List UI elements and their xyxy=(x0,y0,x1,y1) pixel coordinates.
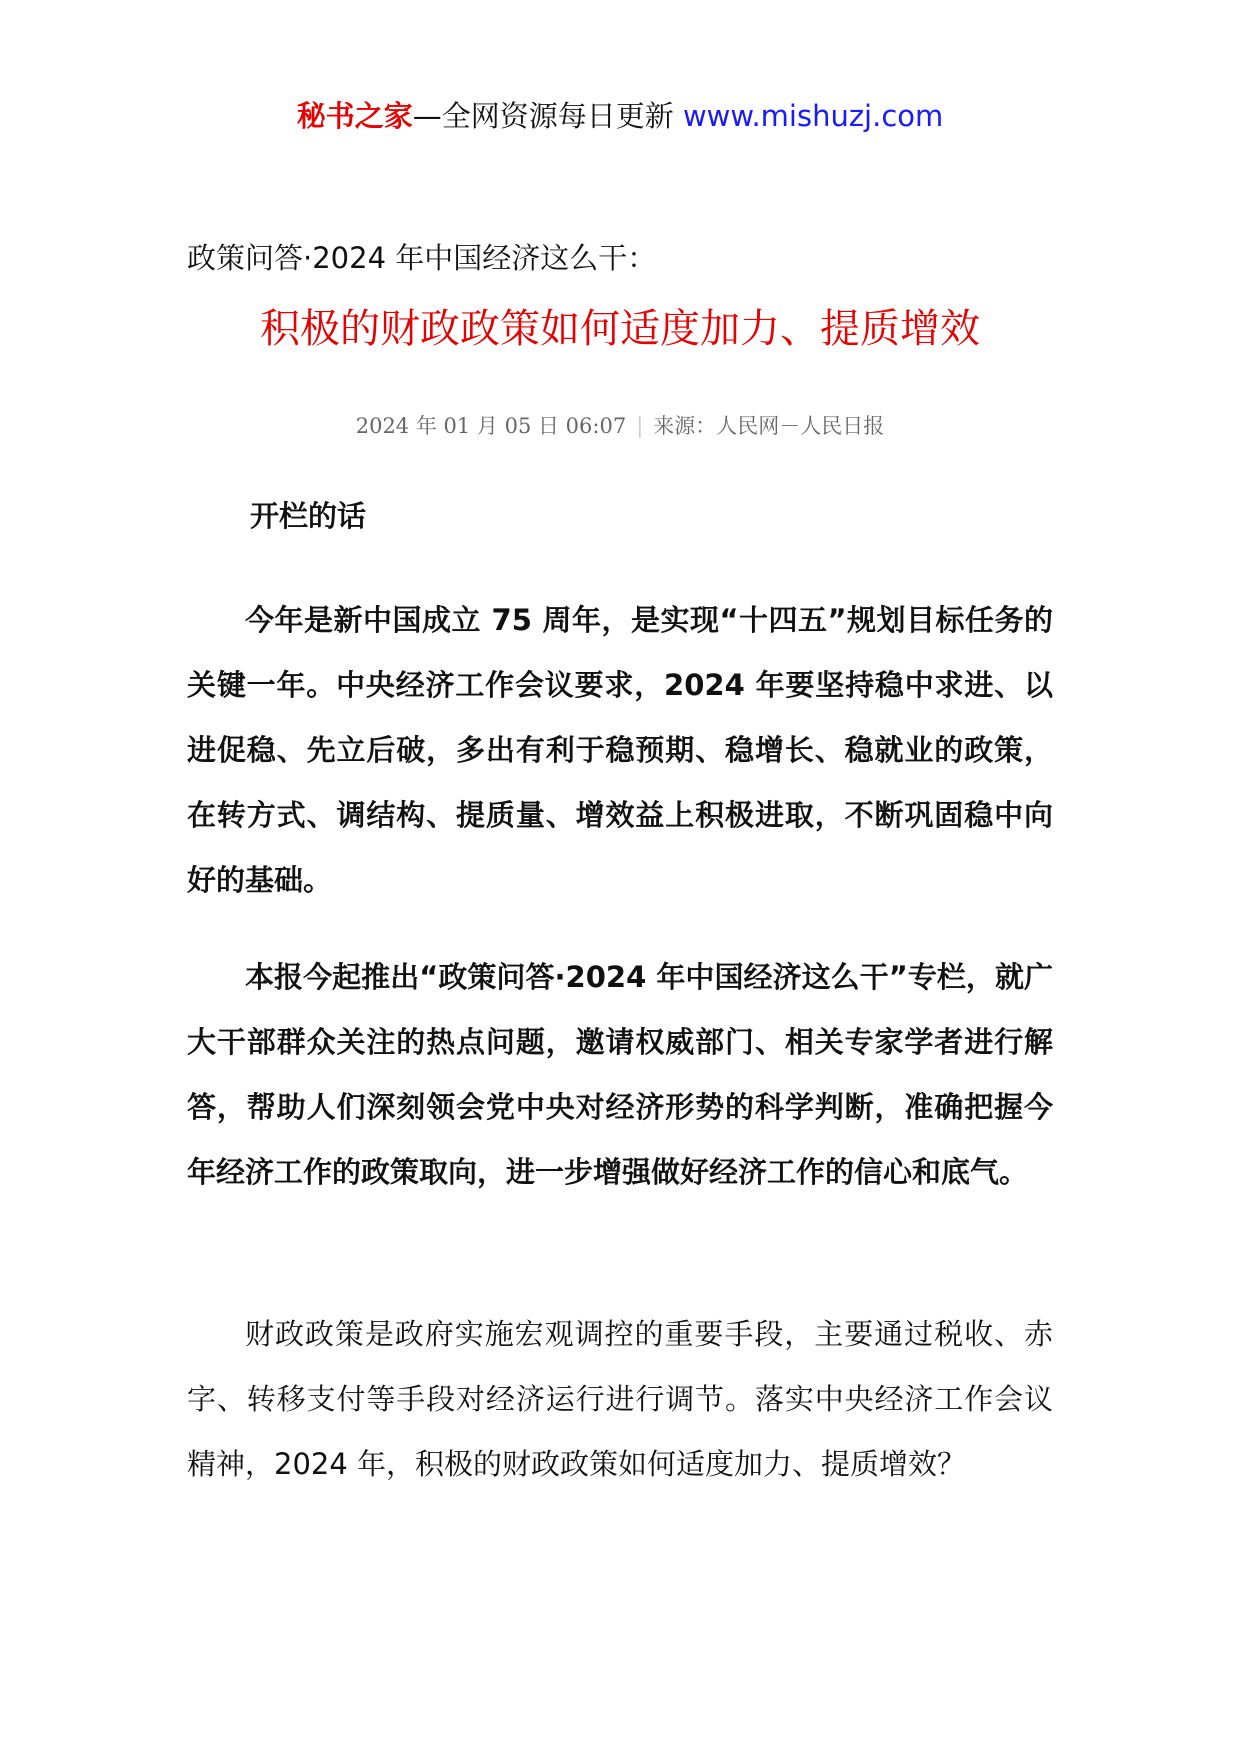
intro-paragraph-2: 本报今起推出“政策问答·2024 年中国经济这么干”专栏，就广大干部群众关注的热点问题，邀请权威部门、相关专家学者进行解答，帮助人们深刻领会党中央对经济形势的科学判断，准确把握今年经济工作的政策取向，进一步增强做好经济工作的信心和底气。 xyxy=(187,960,1053,1189)
publish-date: 2024 年 01 月 05 日 06:07 xyxy=(355,414,627,438)
meta-separator: | xyxy=(636,414,644,438)
column-intro-title: 开栏的话 xyxy=(250,499,367,533)
site-url-link[interactable]: www.mishuzj.com xyxy=(682,99,944,133)
site-slogan: —全网资源每日更新 xyxy=(412,99,683,133)
site-name: 秘书之家 xyxy=(296,99,413,133)
series-label: 政策问答·2024 年中国经济这么干： xyxy=(187,241,657,275)
article-source: 来源：人民网－人民日报 xyxy=(653,414,885,438)
body-paragraph-1: 财政政策是政府实施宏观调控的重要手段，主要通过税收、赤字、转移支付等手段对经济运行进行调节。落实中央经济工作会议精神，2024 年，积极的财政政策如何适度加力、提质增效？ xyxy=(187,1317,1053,1481)
site-header xyxy=(0,96,1240,136)
article-headline: 积极的财政政策如何适度加力、提质增效 xyxy=(260,306,980,352)
intro-paragraph-1: 今年是新中国成立 75 周年，是实现“十四五”规划目标任务的关键一年。中央经济工作会议要求，2024 年要坚持稳中求进、以进促稳、先立后破，多出有利于稳预期、稳增长、稳就业的政策，在转方式、调结构、提质量、增效益上积极进取，不断巩固稳中向好的基础。 xyxy=(187,603,1053,897)
article-meta xyxy=(0,411,1240,441)
